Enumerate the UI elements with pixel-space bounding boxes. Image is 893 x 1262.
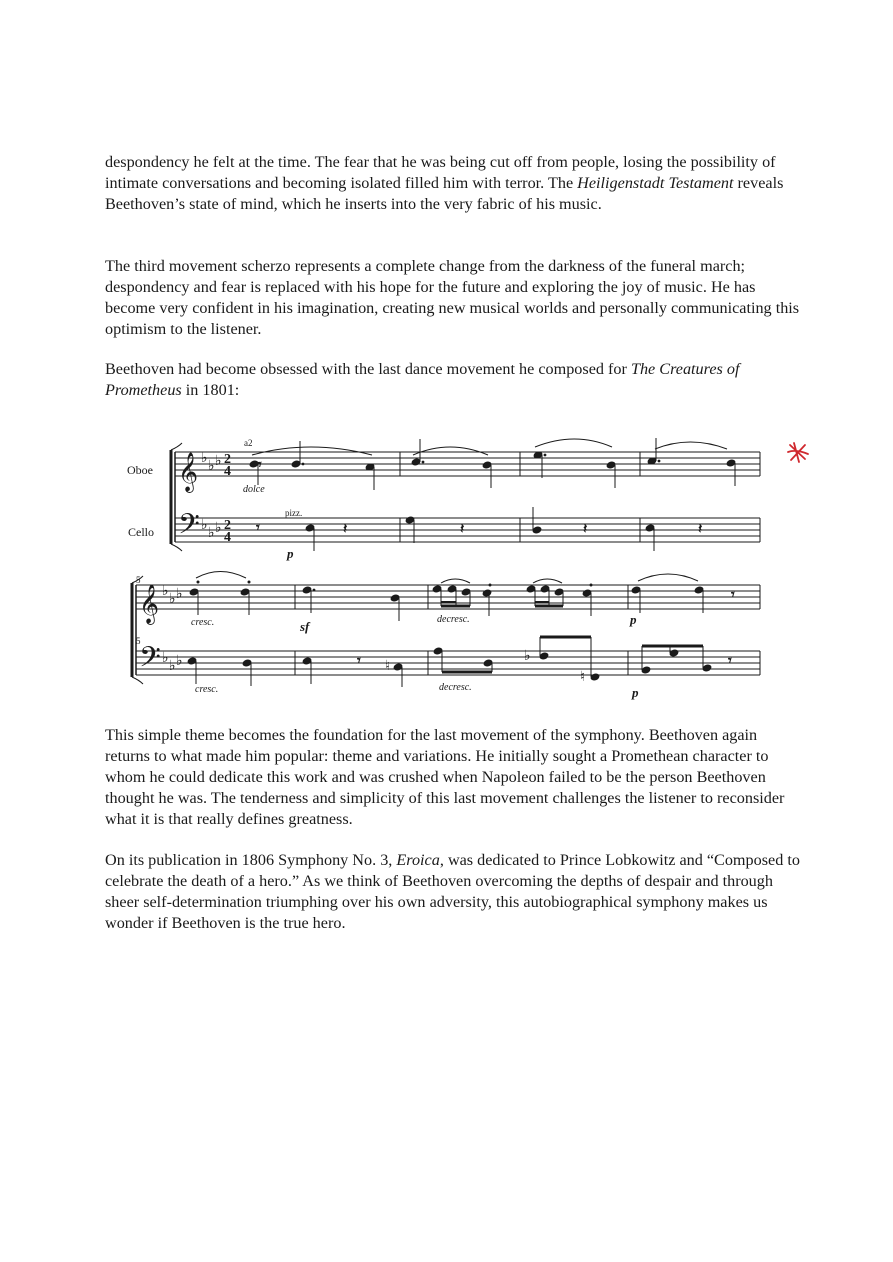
- eighth-rest-icon: 𝄾: [728, 654, 732, 669]
- eighth-rest-icon: 𝄾: [256, 521, 260, 536]
- a2-marking: a2: [244, 438, 253, 448]
- quarter-rest-icon: 𝄽: [583, 522, 588, 537]
- eighth-rest-icon: 𝄾: [258, 458, 262, 473]
- p1-text-c: reveals Beethoven’s state of mind, which he inserts into the very fabric of his music.: [105, 174, 784, 213]
- paragraph-publication: [105, 850, 805, 934]
- p3-text-a: Beethoven had become obsessed with the last dance movement he composed for: [105, 360, 631, 378]
- flat-icon: ♭: [169, 592, 176, 607]
- flat-icon: ♭: [162, 651, 169, 666]
- p3-italic-title: The Creatures of Prometheus: [105, 360, 740, 399]
- time-sig-top: 2: [224, 452, 231, 467]
- red-pen-mark-icon: [786, 440, 810, 464]
- time-sig-bottom: 4: [224, 530, 231, 545]
- paragraph-prometheus: [105, 359, 805, 401]
- time-sig-top: 2: [224, 518, 231, 533]
- time-sig-bottom: 4: [224, 464, 231, 479]
- flat-icon: ♭: [176, 587, 183, 602]
- bass-clef-icon: 𝄢: [178, 510, 200, 547]
- p5-italic-title: Eroica: [396, 851, 440, 869]
- paragraph-theme: This simple theme becomes the foundation for the last movement of the symphony. Beethoven again returns to what made him popular: theme and variations. He initially sought a Promethean character to whom he could dedicate this work and was crushed when Napoleon failed to be the person Beethoven thought he was. The tenderness and simplicity of this last movement challenges the listener to reconsider what it is that really defines greatness.: [105, 726, 785, 828]
- treble-clef-icon: 𝄞: [139, 586, 160, 623]
- flat-icon: ♭: [169, 659, 176, 674]
- quarter-rest-icon: 𝄽: [460, 522, 465, 537]
- pizz-marking: pizz.: [285, 508, 303, 518]
- natural-icon: ♮: [385, 659, 391, 674]
- flat-icon: ♭: [162, 584, 169, 599]
- instrument-label-cello: Cello: [128, 525, 154, 539]
- flat-icon: ♭: [208, 459, 215, 474]
- p3-text-c: in 1801:: [181, 381, 240, 399]
- treble-clef-icon: 𝄞: [178, 454, 199, 491]
- cresc-marking: cresc.: [195, 684, 219, 695]
- flat-icon: ♭: [215, 454, 222, 469]
- dolce-marking: dolce: [243, 484, 265, 495]
- bass-clef-icon: 𝄢: [139, 643, 161, 680]
- instrument-label-oboe: Oboe: [127, 463, 153, 477]
- p1-italic-title: Heiligenstadt Testament: [577, 174, 734, 192]
- flat-icon: ♭: [201, 518, 208, 533]
- dynamic-p: p: [287, 546, 294, 561]
- measure-number: 5: [136, 575, 141, 585]
- dynamic-p: p: [630, 612, 637, 627]
- dynamic-p: p: [632, 685, 639, 700]
- paragraph-scherzo: The third movement scherzo represents a complete change from the darkness of the funeral march; despondency and fear is replaced with his hope for the future and exploring the joy of music. He has become very confident in his imagination, creating new musical worlds and personally communicating this optimism to the listener.: [105, 257, 800, 338]
- decresc-marking: decresc.: [439, 682, 472, 693]
- eighth-rest-icon: 𝄾: [357, 654, 361, 669]
- paragraph-despondency: [105, 152, 805, 215]
- flat-icon: ♭: [176, 654, 183, 669]
- quarter-rest-icon: 𝄽: [343, 522, 348, 537]
- music-score: [0, 425, 893, 715]
- p5-text-a: On its publication in 1806 Symphony No. 3,: [105, 851, 397, 869]
- flat-icon: ♭: [201, 451, 208, 466]
- p5-text-c: , was dedicated to Prince Lobkowitz and “Composed to celebrate the death of a hero.” As we think of Beethoven overcoming the depths of despair and through sheer self-determination triumphing over his own adversity, this autobiographical symphony makes us wonder if Beethoven is the true hero.: [105, 851, 800, 932]
- natural-icon: ♮: [580, 670, 586, 685]
- flat-icon: ♭: [215, 521, 222, 536]
- dynamic-sf: sf: [300, 619, 310, 634]
- cresc-marking: cresc.: [191, 617, 215, 628]
- flat-icon: ♭: [524, 649, 531, 664]
- eighth-rest-icon: 𝄾: [731, 588, 735, 603]
- flat-icon: ♭: [208, 526, 215, 541]
- p1-text-a: despondency he felt at the time. The fear that he was being cut off from people, losing the possibility of intimate conversations and becoming isolated filled him with terror. The: [105, 153, 776, 192]
- quarter-rest-icon: 𝄽: [698, 522, 703, 537]
- decresc-marking: decresc.: [437, 614, 470, 625]
- measure-number: 5: [136, 636, 141, 646]
